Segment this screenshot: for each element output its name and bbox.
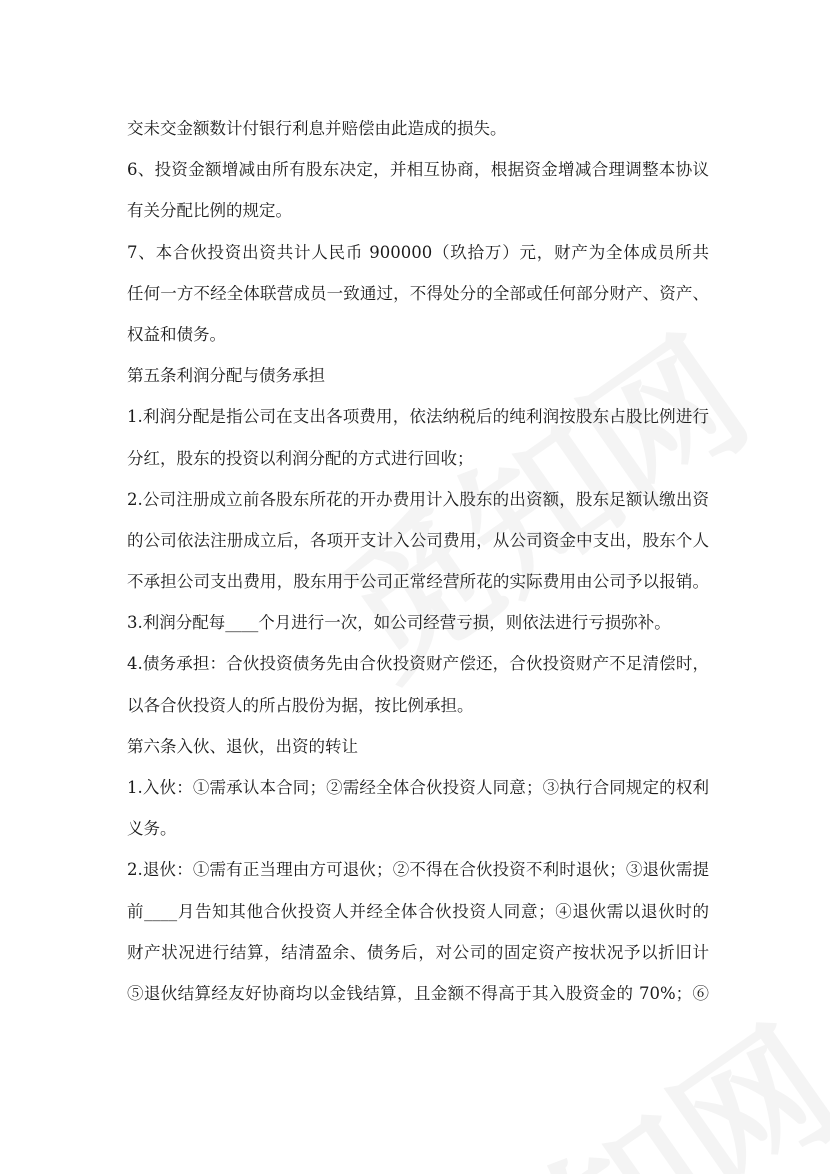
text-line: 1.入伙：①需承认本合同；②需经全体合伙投资人同意；③执行合同规定的权利 xyxy=(127,778,709,797)
text-line: 不承担公司支出费用，股东用于公司正常经营所花的实际费用由公司予以报销。 xyxy=(127,572,709,592)
text-line: ⑤退伙结算经友好协商均以金钱结算，且金额不得高于其入股资金的 70%；⑥ xyxy=(127,983,709,1003)
text-line: 财产状况进行结算，结清盈余、债务后，对公司的固定资产按状况予以折旧计 xyxy=(127,942,709,962)
text-line: 权益和债务。 xyxy=(127,324,226,344)
text-line: 的公司依法注册成立后，各项开支计入公司费用，从公司资金中支出，股东个人 xyxy=(127,530,709,550)
text-line: 有关分配比例的规定。 xyxy=(127,201,292,221)
text-line: 6、投资金额增减由所有股东决定，并相互协商，根据资金增减合理调整本协议 xyxy=(127,160,709,180)
text-line: 2.公司注册成立前各股东所花的开办费用计入股东的出资额，股东足额认缴出资 xyxy=(127,489,709,509)
text-line: 任何一方不经全体联营成员一致通过，不得处分的全部或任何部分财产、资产、 xyxy=(127,283,709,303)
text-line: 前____月告知其他合伙投资人并经全体合伙投资人同意；④退伙需以退伙时的 xyxy=(127,901,709,921)
text-line: 以各合伙投资人的所占股份为据，按比例承担。 xyxy=(127,695,474,715)
section-heading: 第六条入伙、退伙，出资的转让 xyxy=(127,736,358,756)
text-line: 1.利润分配是指公司在支出各项费用，依法纳税后的纯利润按股东占股比例进行 xyxy=(127,407,709,427)
text-line: 2.退伙：①需有正当理由方可退伙；②不得在合伙投资不利时退伙；③退伙需提 xyxy=(127,860,709,880)
section-heading: 第五条利润分配与债务承担 xyxy=(127,366,325,386)
text-line: 3.利润分配每____个月进行一次，如公司经营亏损，则依法进行亏损弥补。 xyxy=(127,613,671,633)
text-line: 4.债务承担：合伙投资债务先由合伙投资财产偿还，合伙投资财产不足清偿时， xyxy=(127,654,709,674)
text-line: 义务。 xyxy=(127,819,177,839)
text-line: 7、本合伙投资出资共计人民币 900000（玖拾万）元，财产为全体成员所共 xyxy=(127,242,709,262)
text-line: 交未交金额数计付银行利息并赔偿由此造成的损失。 xyxy=(127,119,507,138)
text-line: 分红，股东的投资以利润分配的方式进行回收； xyxy=(127,448,474,468)
document-body xyxy=(127,108,709,1014)
